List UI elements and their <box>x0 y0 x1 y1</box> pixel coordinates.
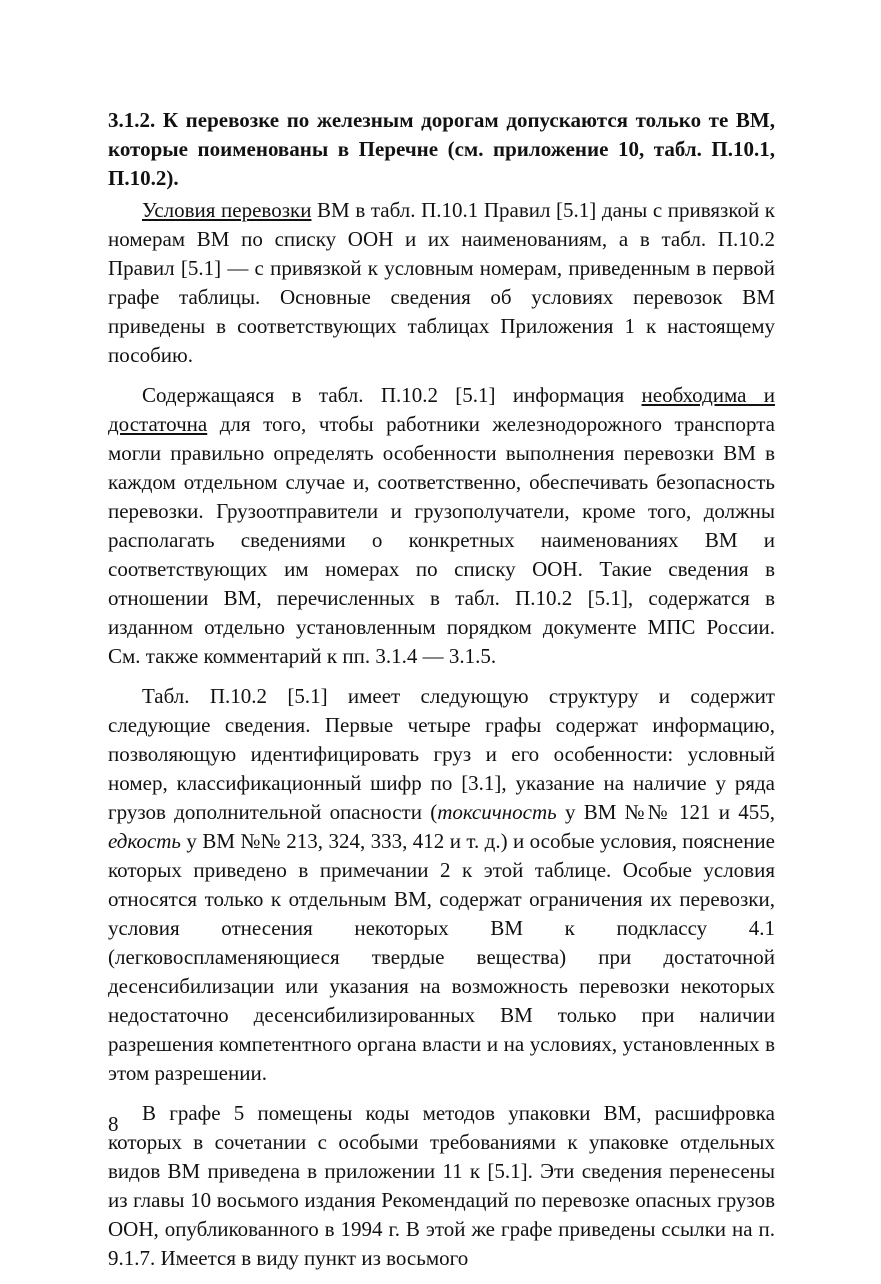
underlined-term: необходима и достаточна <box>108 383 776 436</box>
paragraph-text: у ВМ №№ 213, 324, 333, 412 и т. д.) и особые условия, пояснение которых приведено в примечании 2 к этой таблице. Особые условия относятся только к отдельным ВМ, содержат ограничения их перевозки, условия отнесения некоторых ВМ к подклассу 4.1 (легковоспламеняющиеся твердые вещества) при достаточной десенсибилизации или указания на возможность перевозки некоторых недостаточно десенсибилизированных ВМ только при наличии разрешения компетентного органа власти и на условиях, установленных в этом разрешении. <box>108 829 775 1085</box>
paragraph-text: В графе 5 помещены коды методов упаковки ВМ, расшифровка которых в сочетании с особыми требованиями к упаковке отдельных видов ВМ приведена в приложении 11 к [5.1]. Эти сведения перенесены из главы 10 восьмого издания Рекомендаций по перевозке опасных грузов ООН, опубликованного в 1994 г. В этой же графе приведены ссылки на п. 9.1.7. Имеется в виду пункт из восьмого <box>108 1101 775 1270</box>
italic-term: токсичность <box>437 800 557 824</box>
document-page <box>108 106 775 1284</box>
paragraph-text: у ВМ №№ 121 и 455, <box>556 800 775 824</box>
paragraph-text: Табл. П.10.2 [5.1] имеет следующую структуру и содержит следующие сведения. Первые четыре графы содержат информацию, позволяющую идентифицировать груз и его особенности: условный номер, классификационный шифр по [3.1], указание на наличие у ряда грузов дополнительной опасности ( <box>108 684 775 824</box>
paragraph-text: для того, чтобы работники железнодорожного транспорта могли правильно определять особенности выполнения перевозки ВМ в каждом отдельном случае и, соответственно, обеспечивать безопасность перевозки. Грузоотправители и грузополучатели, кроме того, должны располагать сведениями о конкретных наименованиях ВМ и соответствующих им номерах по списку ООН. Такие сведения в отношении ВМ, перечисленных в табл. П.10.2 [5.1], содержатся в изданном отдельно установленным порядком документе МПС России. См. также комментарий к пп. 3.1.4 — 3.1.5. <box>108 412 775 668</box>
paragraph-text: ВМ в табл. П.10.1 Правил [5.1] даны с привязкой к номерам ВМ по списку ООН и их наименованиям, а в табл. П.10.2 Правил [5.1] — с привязкой к условным номерам, приведенным в первой графе таблицы. Основные сведения об условиях перевозок ВМ приведены в соответствующих таблицах Приложения 1 к настоящему пособию. <box>108 198 775 367</box>
page-number: 8 <box>108 1112 119 1136</box>
paragraph-table-information <box>108 381 775 671</box>
italic-term: едкость <box>108 829 181 853</box>
paragraph-table-structure <box>108 682 775 1088</box>
paragraph-text: Содержащаяся в табл. П.10.2 [5.1] информация <box>142 383 642 407</box>
paragraph-packaging-codes <box>108 1099 775 1273</box>
underlined-term: Условия перевозки <box>142 198 312 222</box>
paragraph-transport-conditions <box>108 196 775 370</box>
section-heading: 3.1.2. К перевозке по железным дорогам допускаются только те ВМ, которые поименованы в Перечне (см. приложение 10, табл. П.10.1, П.10.2). <box>108 108 775 190</box>
